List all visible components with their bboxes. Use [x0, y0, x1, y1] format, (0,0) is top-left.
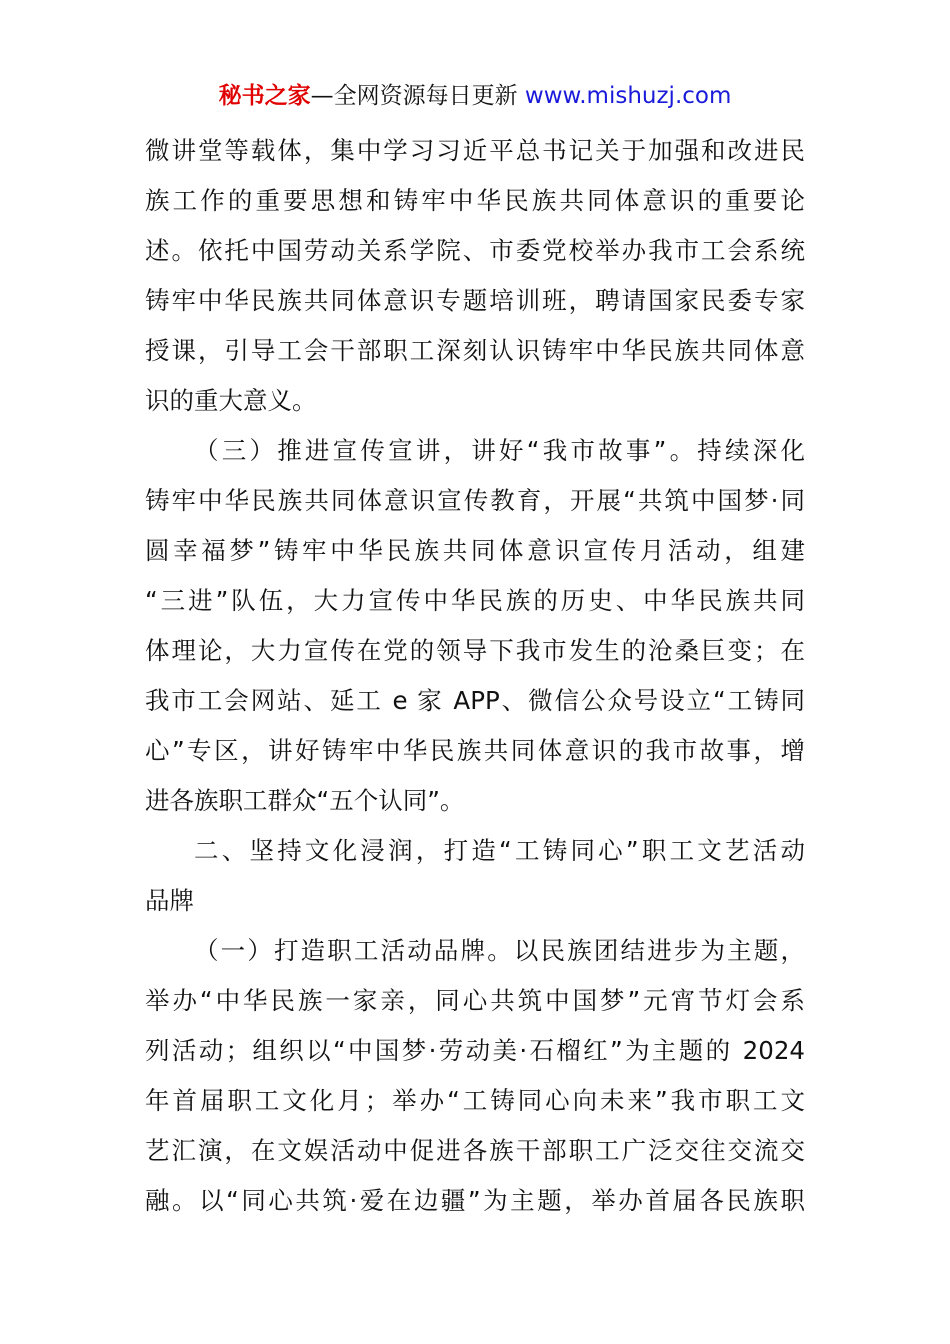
- text-line: 体理论，大力宣传在党的领导下我市发生的沧桑巨变；在: [145, 636, 805, 665]
- section-heading-line: 品牌: [145, 886, 194, 915]
- header-brand: 秘书之家: [218, 83, 311, 109]
- text-line: 族工作的重要思想和铸牢中华民族共同体意识的重要论: [145, 186, 805, 215]
- text-line: （一）打造职工活动品牌。以民族团结进步为主题，: [194, 936, 805, 965]
- header-site-url[interactable]: www.mishuzj.com: [524, 83, 732, 109]
- text-line: 授课，引导工会干部职工深刻认识铸牢中华民族共同体意: [145, 336, 805, 365]
- text-line: “三进”队伍，大力宣传中华民族的历史、中华民族共同: [145, 586, 805, 615]
- text-line: 心”专区，讲好铸牢中华民族共同体意识的我市故事，增: [145, 736, 805, 765]
- text-line: （三）推进宣传宣讲，讲好“我市故事”。持续深化: [194, 436, 805, 465]
- text-line: 进各族职工群众“五个认同”。: [145, 786, 465, 815]
- document-body: [145, 126, 805, 1226]
- text-line: 举办“中华民族一家亲，同心共筑中国梦”元宵节灯会系: [145, 986, 805, 1015]
- text-line: 列活动；组织以“中国梦·劳动美·石榴红”为主题的 2024: [145, 1036, 805, 1065]
- text-line: 铸牢中华民族共同体意识宣传教育，开展“共筑中国梦·同: [145, 486, 805, 515]
- text-line: 我市工会网站、延工 e 家 APP、微信公众号设立“工铸同: [145, 686, 805, 715]
- text-line: 铸牢中华民族共同体意识专题培训班，聘请国家民委专家: [145, 286, 805, 315]
- text-line: 识的重大意义。: [145, 386, 317, 415]
- text-line: 述。依托中国劳动关系学院、市委党校举办我市工会系统: [145, 236, 805, 265]
- header-tagline: —全网资源每日更新: [310, 83, 518, 109]
- text-line: 艺汇演，在文娱活动中促进各族干部职工广泛交往交流交: [145, 1136, 805, 1165]
- text-line: 年首届职工文化月；举办“工铸同心向未来”我市职工文: [145, 1086, 805, 1115]
- section-heading-line: 二、坚持文化浸润，打造“工铸同心”职工文艺活动: [194, 836, 805, 865]
- text-line: 微讲堂等载体，集中学习习近平总书记关于加强和改进民: [145, 136, 805, 165]
- text-line: 融。以“同心共筑·爱在边疆”为主题，举办首届各民族职: [145, 1186, 805, 1215]
- text-line: 圆幸福梦”铸牢中华民族共同体意识宣传月活动，组建: [145, 536, 805, 565]
- page-header: [0, 80, 950, 112]
